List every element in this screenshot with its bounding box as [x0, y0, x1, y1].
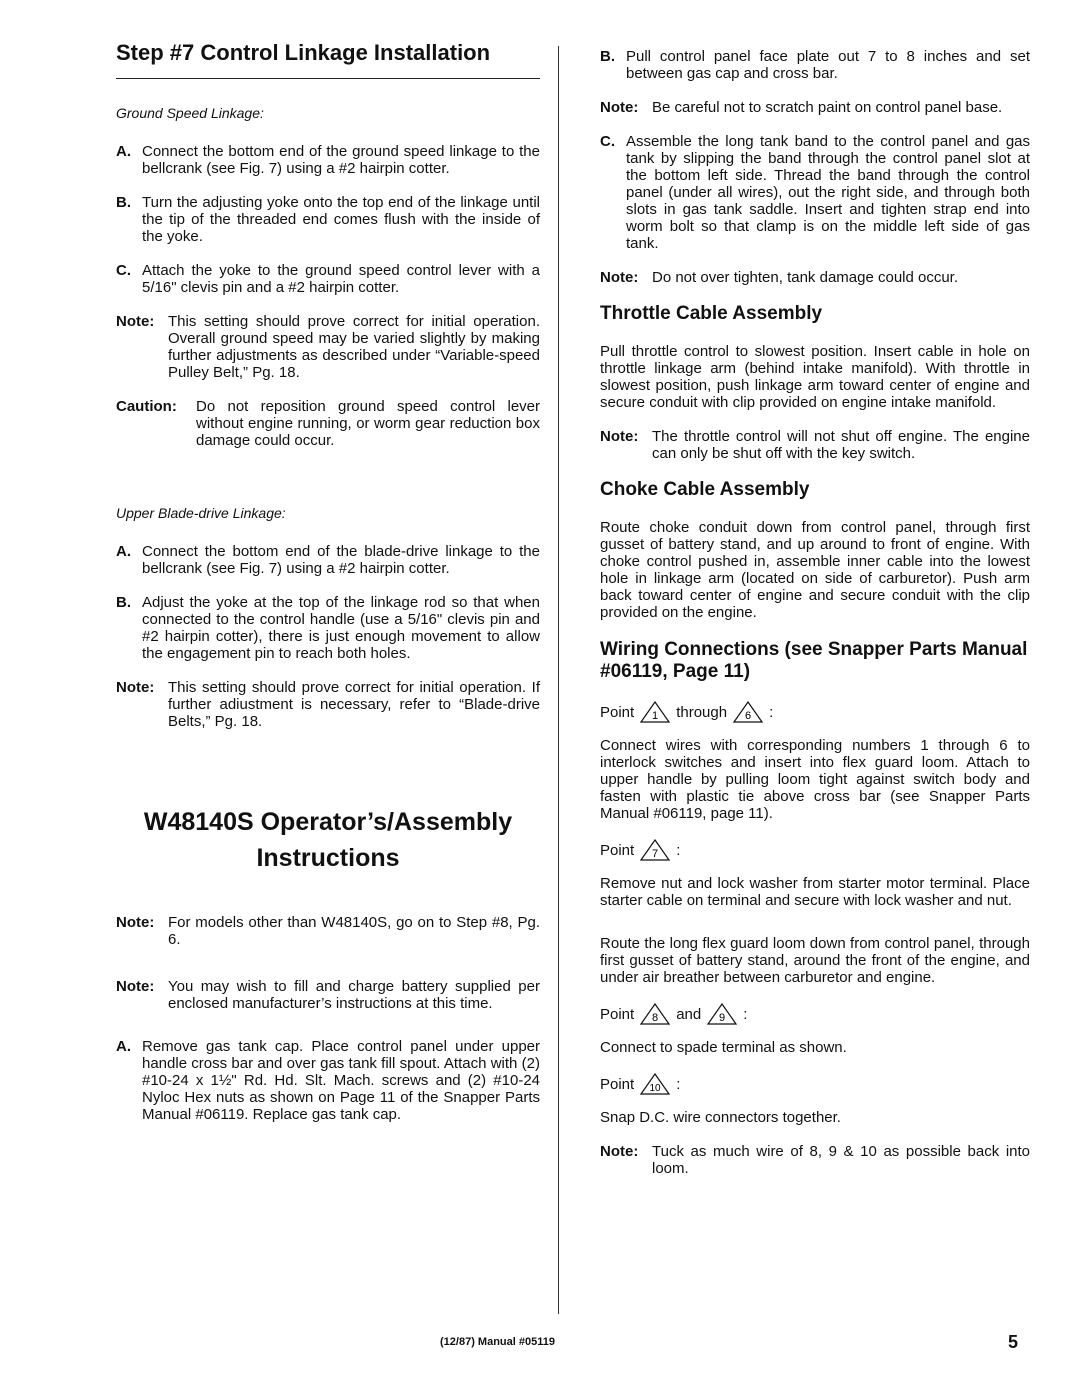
svg-text:7: 7 — [652, 848, 659, 860]
triangle-9-icon — [707, 1003, 737, 1025]
note: Note: The throttle control will not shut off engine. The engine can only be shut off with the key switch. — [600, 428, 1030, 462]
choke-text: Route choke conduit down from control panel, through first gusset of battery stand, and up around to front of engine. With choke control pushed in, assemble inner cable into the lowest hole in linkage arm (located on side of carburetor). Push arm back toward center of engine and secure conduit with the clip provided on the engine. — [600, 519, 1030, 621]
ground-speed-subhead: Ground Speed Linkage: — [116, 105, 264, 121]
svg-text:6: 6 — [745, 710, 752, 722]
note: Note: For models other than W48140S, go on to Step #8, Pg. 6. — [116, 914, 540, 948]
choke-heading: Choke Cable Assembly — [600, 479, 810, 500]
list-item: C. Assemble the long tank band to the control panel and gas tank by slipping the band through the control panel slot at the bottom left side. Thread the band through the control panel (under all wires), out the right side, and through both slots in gas tank saddle. Insert and tighten strap end into worm bolt so that clamp is on the middle left side of gas tank. — [600, 133, 1030, 252]
list-item: A. Connect the bottom end of the ground speed linkage to the bellcrank (see Fig. 7) using a #2 hairpin cotter. — [116, 143, 540, 177]
point-7: Point 7 : — [600, 839, 1030, 861]
list-item: A. Remove gas tank cap. Place control panel under upper handle cross bar and over gas tank fill spout. Attach with (2) #10-24 x 1½" Rd. Hd. Slt. Mach. screws and (2) #10-24 Nyloc Hex nuts as shown on Page 11 of the Snapper Parts Manual #06119. Replace gas tank cap. — [116, 1038, 540, 1123]
manual-footer: (12/87) Manual #05119 — [440, 1336, 555, 1348]
triangle-6-icon — [733, 701, 763, 723]
note: Note: This setting should prove correct for initial operation. If further adiustment is necessary, refer to “Blade-drive Belts,” Pg. 18. — [116, 679, 540, 730]
wiring-text-3: Route the long flex guard loom down from control panel, through first gusset of battery stand, around the front of the engine, and under air breather between carburetor and engine. — [600, 935, 1030, 986]
wiring-text-2: Remove nut and lock washer from starter motor terminal. Place starter cable on terminal and secure with lock washer and nut. — [600, 875, 1030, 909]
note: Note: You may wish to fill and charge battery supplied per enclosed manufacturer’s instructions at this time. — [116, 978, 540, 1012]
point-8-9: Point 8 and 9 : — [600, 1003, 1030, 1025]
list-item: B. Turn the adjusting yoke onto the top end of the linkage until the tip of the threaded end comes flush with the inside of the yoke. — [116, 194, 540, 245]
throttle-text: Pull throttle control to slowest position. Insert cable in hole on throttle linkage arm (behind intake manifold). With throttle in slowest position, push linkage arm toward center of engine and secure conduit with clip provided on engine intake manifold. — [600, 343, 1030, 411]
wiring-text-1: Connect wires with corresponding numbers 1 through 6 to interlock switches and insert into flex guard loom. Attach to upper handle by pulling loom tight against switch body and fasten with plastic tie above cross bar (see Snapper Parts Manual #06119, page 11). — [600, 737, 1030, 822]
svg-text:9: 9 — [719, 1012, 726, 1024]
list-item: B. Adjust the yoke at the top of the linkage rod so that when connected to the control handle (use a 5/16" clevis pin and #2 hairpin cotter), there is just enough movement to allow the engagement pin to reach both holes. — [116, 594, 540, 662]
note: Note: Tuck as much wire of 8, 9 & 10 as possible back into loom. — [600, 1143, 1030, 1177]
note: Note: This setting should prove correct for initial operation. Overall ground speed may be varied slightly by making further adjustments as described under “Variable-speed Pulley Belt,” Pg. 18. — [116, 313, 540, 381]
triangle-7-icon — [640, 839, 670, 861]
section-title: Step #7 Control Linkage Installation — [116, 40, 540, 79]
operator-instructions-title: W48140S Operator’s/Assembly Instructions — [143, 808, 513, 872]
upper-blade-subhead: Upper Blade-drive Linkage: — [116, 505, 286, 521]
list-item: B. Pull control panel face plate out 7 to 8 inches and set between gas cap and cross bar. — [600, 48, 1030, 82]
note: Note: Do not over tighten, tank damage could occur. — [600, 269, 959, 286]
page-number: 5 — [1008, 1332, 1019, 1352]
svg-text:1: 1 — [652, 710, 659, 722]
wiring-text-4: Connect to spade terminal as shown. — [600, 1039, 847, 1056]
left-column — [116, 40, 540, 1140]
right-column — [600, 48, 1030, 1194]
caution: Caution: Do not reposition ground speed control lever without engine running, or worm gear reduction box damage could occur. — [116, 398, 540, 449]
list-item: C. Attach the yoke to the ground speed control lever with a 5/16" clevis pin and a #2 hairpin cotter. — [116, 262, 540, 296]
throttle-heading: Throttle Cable Assembly — [600, 303, 823, 324]
wiring-text-5: Snap D.C. wire connectors together. — [600, 1109, 841, 1126]
wiring-heading: Wiring Connections (see Snapper Parts Manual #06119, Page 11) — [600, 639, 1028, 682]
triangle-10-icon — [640, 1073, 670, 1095]
triangle-1-icon — [640, 701, 670, 723]
triangle-8-icon — [640, 1003, 670, 1025]
list-item: A. Connect the bottom end of the blade-drive linkage to the bellcrank (see Fig. 7) using a #2 hairpin cotter. — [116, 543, 540, 577]
column-divider — [558, 46, 559, 1314]
svg-text:10: 10 — [649, 1083, 661, 1094]
note: Note: Be careful not to scratch paint on control panel base. — [600, 99, 1003, 116]
point-10: Point 10 : — [600, 1073, 1030, 1095]
svg-text:8: 8 — [652, 1012, 659, 1024]
point-1-6: Point 1 through 6 : — [600, 701, 1030, 723]
